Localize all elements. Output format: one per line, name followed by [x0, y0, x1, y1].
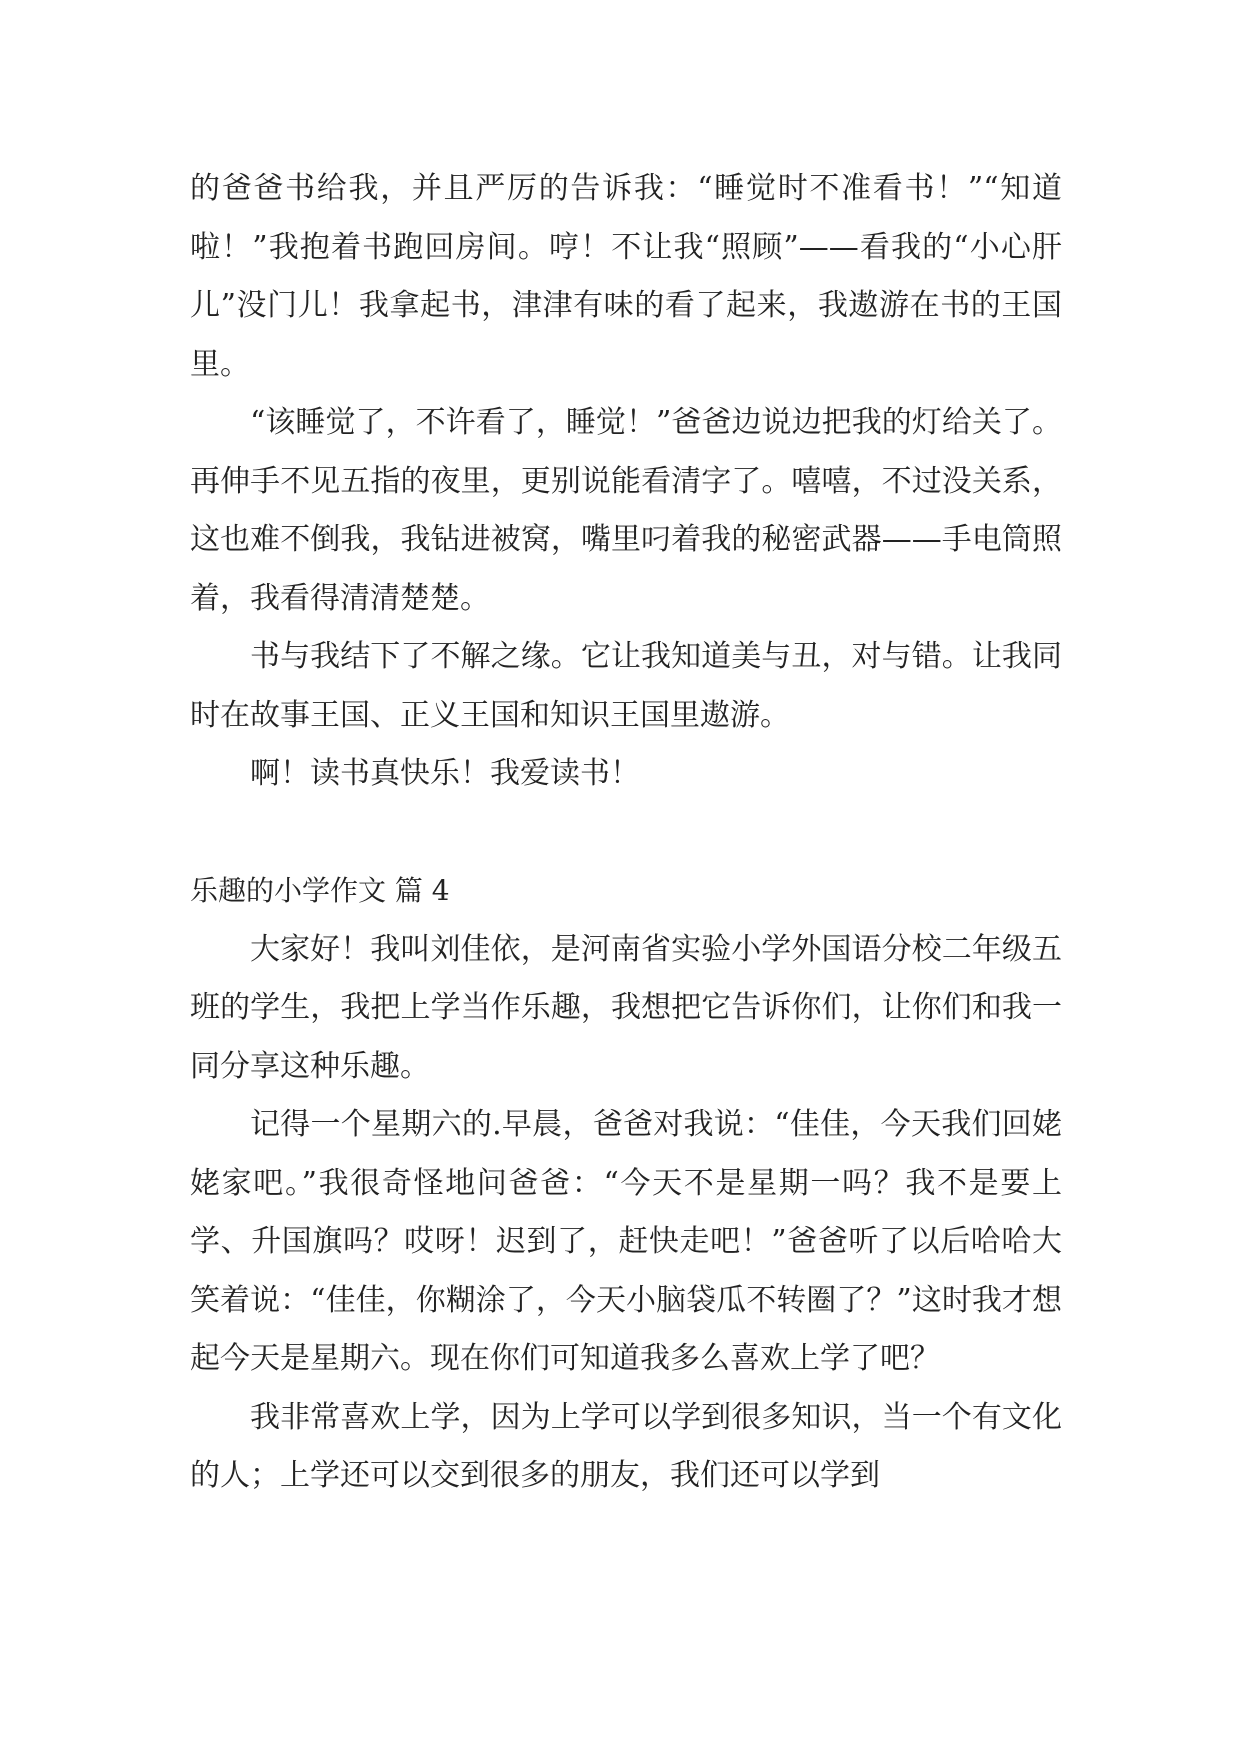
paragraph: 记得一个星期六的.早晨，爸爸对我说：“佳佳，今天我们回姥姥家吧。”我很奇怪地问爸爸：“今天不是星期一吗？我不是要上学、升国旗吗？哎呀！迟到了，赶快走吧！”爸爸听了以后哈哈大笑着说：“佳佳，你糊涂了，今天小脑袋瓜不转圈了？”这时我才想起今天是星期六。现在你们可知道我多么喜欢上学了吧？ — [190, 1107, 1062, 1376]
section-gap — [190, 804, 1062, 863]
paragraph: 我非常喜欢上学，因为上学可以学到很多知识，当一个有文化的人；上学还可以交到很多的朋友，我们还可以学到 — [190, 1399, 1062, 1493]
paragraph: 的爸爸书给我，并且严厉的告诉我：“睡觉时不准看书！”“知道啦！”我抱着书跑回房间。哼！不让我“照顾”——看我的“小心肝儿”没门儿！我拿起书，津津有味的看了起来，我遨游在书的王国里。 — [190, 171, 1062, 382]
paragraph: “该睡觉了，不许看了，睡觉！”爸爸边说边把我的灯给关了。再伸手不见五指的夜里，更别说能看清字了。嘻嘻，不过没关系，这也难不倒我，我钻进被窝，嘴里叼着我的秘密武器——手电筒照着，我看得清清楚楚。 — [190, 405, 1062, 616]
section-title: 乐趣的小学作文 篇 4 — [190, 874, 450, 907]
paragraph: 书与我结下了不解之缘。它让我知道美与丑，对与错。让我同时在故事王国、正义王国和知识王国里遨游。 — [190, 639, 1062, 733]
paragraph: 大家好！我叫刘佳依，是河南省实验小学外国语分校二年级五班的学生，我把上学当作乐趣，我想把它告诉你们，让你们和我一同分享这种乐趣。 — [190, 931, 1062, 1084]
paragraph: 啊！读书真快乐！我爱读书！ — [250, 756, 640, 791]
document-body — [190, 160, 1062, 1506]
